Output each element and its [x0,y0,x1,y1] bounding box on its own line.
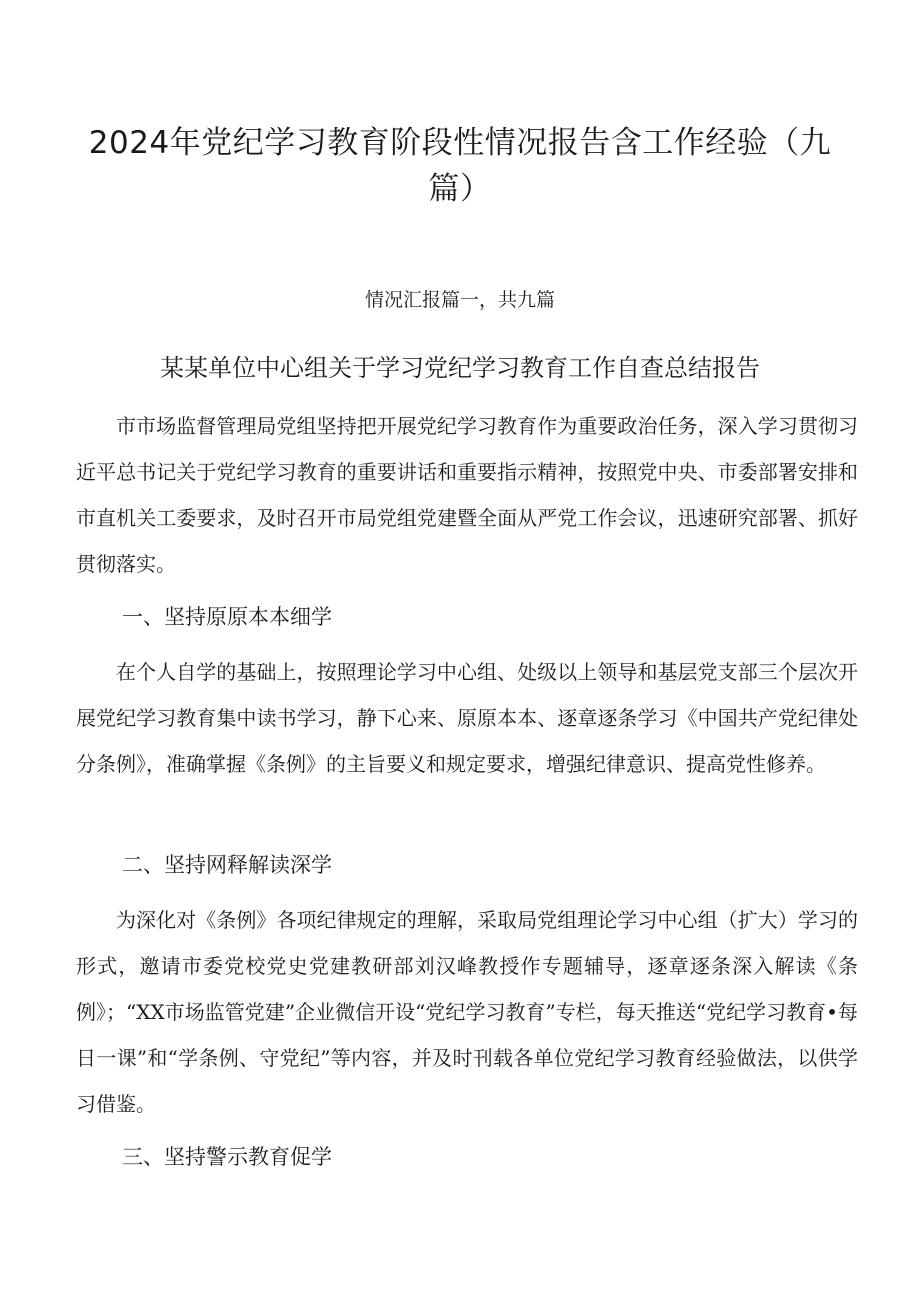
section-body-1: 在个人自学的基础上，按照理论学习中心组、处级以上领导和基层党支部三个层次开展党纪学习教育集中读书学习，静下心来、原原本本、逐章逐条学习《中国共产党纪律处分条例》，准确掌握《条例》的主旨要义和规定要求，增强纪律意识、提高党性修养。 [76,660,858,776]
report-heading: 某某单位中心组关于学习党纪学习教育工作自查总结报告 [160,354,760,382]
document-subtitle: 情况汇报篇一，共九篇 [364,289,555,311]
document-title: 2024年党纪学习教育阶段性情况报告含工作经验（九篇） [88,125,832,207]
section-body-2: 为深化对《条例》各项纪律规定的理解，采取局党组理论学习中心组（扩大）学习的形式，邀请市委党校党史党建教研部刘汉峰教授作专题辅导，逐章逐条深入解读《条例》；“XX市场监管党建”企业微信开设“党纪学习教育”专栏，每天推送“党纪学习教育•每日一课”和“学条例、守党纪”等内容，并及时刊载各单位党纪学习教育经验做法，以供学习借鉴。 [76,908,858,1116]
section-heading-3: 三、坚持警示教育促学 [122,1145,332,1169]
intro-paragraph: 市市场监督管理局党组坚持把开展党纪学习教育作为重要政治任务，深入学习贯彻习近平总书记关于党纪学习教育的重要讲话和重要指示精神，按照党中央、市委部署安排和市直机关工委要求，及时召开市局党组党建暨全面从严党工作会议，迅速研究部署、抓好贯彻落实。 [76,414,858,576]
section-heading-2: 二、坚持网释解读深学 [122,853,332,877]
section-heading-1: 一、坚持原原本本细学 [122,605,332,629]
